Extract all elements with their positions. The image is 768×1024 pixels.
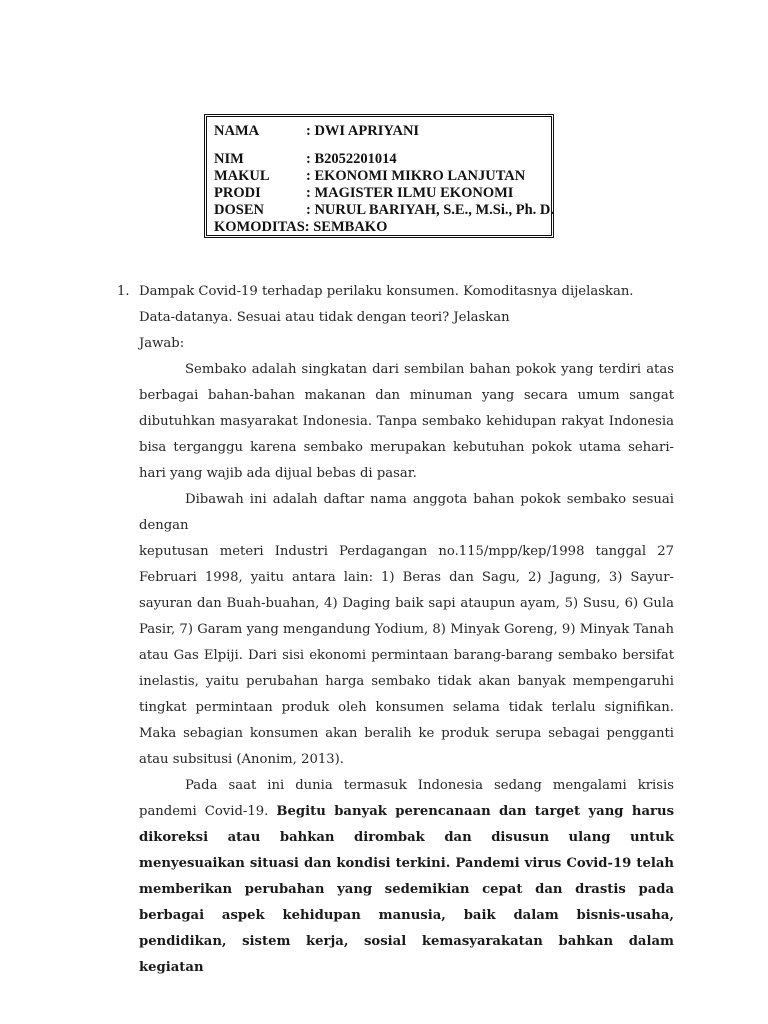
identity-row-nama xyxy=(214,123,545,140)
identity-value: : B2052201014 xyxy=(306,151,397,167)
identity-row-prodi xyxy=(214,185,545,202)
identity-row-dosen xyxy=(214,202,555,219)
question-item xyxy=(112,279,674,981)
answer-paragraph: Dibawah ini adalah daftar nama anggota bahan pokok sembako sesuai dengan xyxy=(139,492,674,533)
identity-row-makul xyxy=(214,168,545,185)
question-line: Data-datanya. Sesuai atau tidak dengan teori? Jelaskan xyxy=(139,310,510,325)
identity-value: : DWI APRIYANI xyxy=(306,123,420,139)
identity-label: PRODI xyxy=(214,185,261,201)
question-number: 1. xyxy=(117,284,130,299)
identity-value: : EKONOMI MIKRO LANJUTAN xyxy=(306,168,526,184)
answer-text: Pada saat ini dunia termasuk Indonesia sedang mengalami krisis pandemi Covid-19. xyxy=(139,778,674,819)
answer-paragraph xyxy=(139,773,674,981)
identity-label: DOSEN xyxy=(214,202,264,218)
identity-label: MAKUL xyxy=(214,168,270,184)
answer-label: Jawab: xyxy=(139,336,185,351)
identity-label: NAMA xyxy=(214,123,260,139)
identity-label: KOMODITAS xyxy=(214,219,305,235)
identity-value: : SEMBAKO xyxy=(304,219,388,235)
answer-text-bold: Begitu banyak perencanaan dan target yang harus dikoreksi atau bahkan dirombak dan disusun ulang untuk menyesuaikan situasi dan kondisi terkini. Pandemi virus Covid-19 telah memberikan perubahan yang sedemikian cepat dan drastis pada berbagai aspek kehidupan manusia, baik dalam bisnis-usaha, pendidikan, sistem kerja, sosial kemasyarakatan bahkan dalam kegiatan xyxy=(139,804,675,975)
answer-paragraph: Sembako adalah singkatan dari sembilan bahan pokok yang terdiri atas berbagai bahan-bahan makanan dan minuman yang secara umum sangat dibutuhkan masyarakat Indonesia. Tanpa sembako kehidupan rakyat Indonesia bisa terganggu karena sembako merupakan kebutuhan pokok utama sehari-hari yang wajib ada dijual bebas di pasar. xyxy=(139,362,674,481)
identity-box xyxy=(204,114,554,238)
answer-paragraph: keputusan meteri Industri Perdagangan no.115/mpp/kep/1998 tanggal 27 Februari 1998, yaitu antara lain: 1) Beras dan Sagu, 2) Jagung, 3) Sayur-sayuran dan Buah-buahan, 4) Daging baik sapi ataupun ayam, 5) Susu, 6) Gula Pasir, 7) Garam yang mengandung Yodium, 8) Minyak Goreng, 9) Minyak Tanah atau Gas Elpiji. Dari sisi ekonomi permintaan barang-barang sembako bersifat inelastis, yaitu perubahan harga sembako tidak akan banyak mempengaruhi tingkat permintaan produk oleh konsumen selama tidak terlalu signifikan. Maka sebagian konsumen akan beralih ke produk serupa sebagai pengganti atau subsitusi (Anonim, 2013). xyxy=(139,544,674,767)
question-line: Dampak Covid-19 terhadap perilaku konsumen. Komoditasnya dijelaskan. xyxy=(139,284,634,299)
identity-label: NIM xyxy=(214,151,244,167)
identity-row-nim xyxy=(214,151,545,168)
identity-value: : MAGISTER ILMU EKONOMI xyxy=(306,185,514,201)
identity-row-komoditas xyxy=(214,219,545,236)
identity-value: : NURUL BARIYAH, S.E., M.Si., Ph. D. xyxy=(306,202,555,218)
document-body xyxy=(112,279,674,981)
